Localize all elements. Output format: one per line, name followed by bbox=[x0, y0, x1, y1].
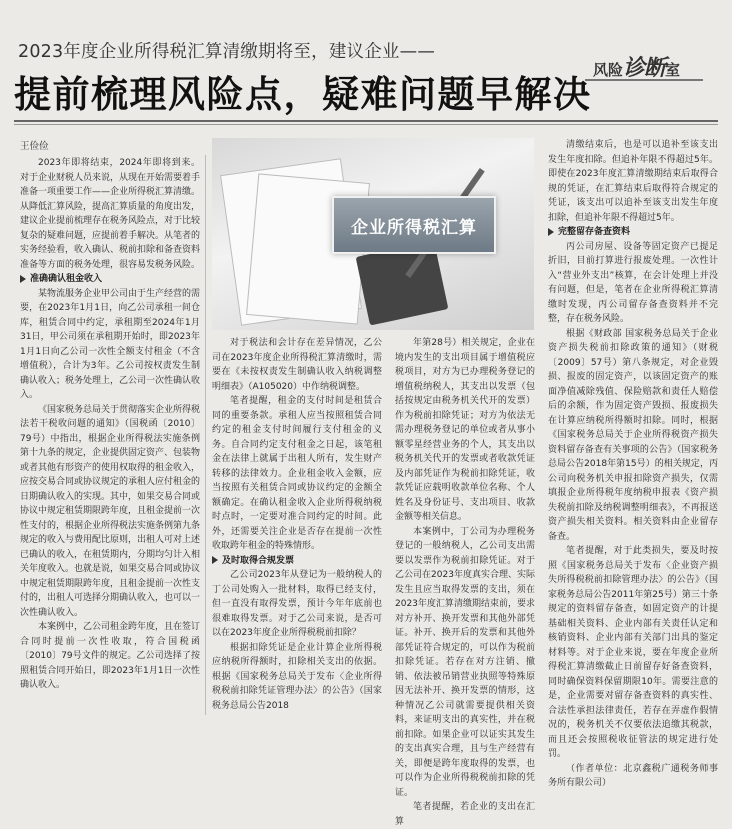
subheading-rent-income: 准确确认租金收入 bbox=[20, 272, 200, 287]
subheading-records: 完整留存备查资料 bbox=[548, 225, 718, 240]
header-rule-thin bbox=[14, 124, 718, 125]
subheading-invoice: 及时取得合规发票 bbox=[212, 554, 382, 569]
author-credit: （作者单位：北京鑫税广通税务师事务所有限公司） bbox=[548, 763, 718, 788]
paragraph: 本案例中，乙公司租金跨年度，且在签订合同时提前一次性收取，符合国税函〔2010〕79号文件的规定。乙公司选择了按照租赁合同开始日，即2023年1月1日一次性确认收入。 bbox=[20, 622, 201, 690]
badge-big: 诊断 bbox=[623, 56, 666, 81]
badge-prefix: 风险 bbox=[593, 61, 624, 79]
article-column-2 bbox=[212, 336, 382, 716]
headline: 提前梳理风险点，疑难问题早解决 bbox=[14, 72, 592, 116]
paragraph: 2023年即将结束，2024年即将到来。对于企业财税人员来说，从现在开始需要着手准备一项重要工作——企业所得税汇算清缴。从降低汇算风险，提高汇算质量的角度出发，建议企业提前梳理存在税务风险点，对于比较复杂的疑难问题，应提前着手解决。从笔者的实务经验看，收入确认、税前扣除和备查资料准备等方面的税务处理，很容易发税务风险。 bbox=[20, 158, 201, 270]
paragraph: 某物流服务企业甲公司由于生产经营的需要，在2023年1月1日，向乙公司承租一间仓库，租赁合同中约定，承租期至2024年1月31日，甲公司须在承租期开始时，即2023年1月1日向乙公司一次性全额支付租金（不含增值税），合计为3年。乙公司按权责发生制确认收入；税务处理上，乙公司一次性确认收入。 bbox=[20, 288, 201, 400]
arrow-icon bbox=[212, 556, 218, 564]
paragraph: 《国家税务总局关于贯彻落实企业所得税法若干税收问题的通知》（国税函〔2010〕79号）中指出，根据企业所得税法实施条例第十九条的规定，企业提供固定资产、包装物或者其他有形资产的使用权取得的租金收入，应按交易合同或协议规定的承租人应付租金的日期确认收入的实现。其中，如果交易合同或协议中规定租赁期限跨年度，且租金提前一次性支付的，根据企业所得税法实施条例第九条规定的收入与费用配比原则，出租人可对上述已确认的收入，在租赁期内，分期均匀计入相关年度收入。也就是说，如果交易合同或协议中规定租赁期限跨年度，且租金提前一次性支付的，出租人可选择分期确认收入，也可以一次性确认收入。 bbox=[20, 404, 201, 618]
arrow-icon bbox=[20, 275, 26, 283]
kicker: 2023年度企业所得税汇算清缴期将至，建议企业—— bbox=[18, 42, 436, 62]
article-column-3 bbox=[395, 336, 535, 827]
paragraph: 清缴结束后，也是可以追补至该支出发生年度扣除。但追补年限不得超过5年。即使在2023年度汇算清缴期结束后取得合规的凭证，在汇算结束后取得符合规定的凭证，该支出可以追补至该支出发生年度扣除，但追补年限不得超过5年。 bbox=[548, 140, 718, 223]
paragraph: 本案例中，丁公司为办理税务登记的一般纳税人，乙公司支出需要以发票作为税前扣除凭证。对于乙公司在2023年度真实合理、实际发生且应当取得发票的支出，须在2023年度汇算清缴期结束前，要求对方补开、换开发票和其他外部凭证。补开、换开后的发票和其他外部凭证符合规定的，可以作为税前扣除凭证。若存在对方注销、撤销、依法被吊销营业执照等特殊原因无法补开、换开发票的情形，这种情况乙公司就需要提供相关资料，来证明支出的真实性，并在税前扣除。如果企业可以证实其发生的支出真实合理，且与生产经营有关，即便是跨年度取得的发票，也可以作为企业所得税税前扣除的凭证。 bbox=[395, 526, 535, 798]
article-photo bbox=[212, 138, 534, 330]
article-column-1 bbox=[20, 156, 200, 716]
badge-underline bbox=[585, 79, 703, 81]
paragraph: 根据《财政部 国家税务总局关于企业资产损失税前扣除政策的通知》（财税〔2009〕57号）第八条规定，对企业毁损、报废的固定资产，以该固定资产的账面净值减除残值、保险赔款和责任人赔偿后的余额，作为固定资产毁损、报废损失在计算应纳税所得额时扣除。同时，根据《国家税务总局关于企业所得税资产损失资料留存备查有关事项的公告》（国家税务总局公告2018年第15号）的相关规定，丙公司向税务机关申报扣除资产损失，仅需填报企业所得税年度纳税申报表《资产损失税前扣除及纳税调整明细表》，不再报送资产损失相关资料。相关资料由企业留存备查。 bbox=[548, 328, 718, 542]
paragraph: 丙公司房屋、设备等固定资产已提足折旧，目前打算进行报废处理。一次性计入“营业外支出”核算，在会计处理上并没有问题，但是，笔者在企业所得税汇算清缴时发现，丙公司留存备查资料并不完整，存在税务风险。 bbox=[548, 241, 718, 324]
paragraph: 对于税法和会计存在差异情况，乙公司在2023年度企业所得税汇算清缴时，需要在《未按权责发生制确认收入纳税调整明细表》（A105020）中作纳税调整。 bbox=[212, 338, 382, 392]
arrow-icon bbox=[548, 228, 554, 236]
column-badge bbox=[585, 45, 703, 83]
column-divider bbox=[205, 155, 206, 715]
author-byline: 王俭俭 bbox=[20, 141, 49, 152]
paragraph: 根据扣除凭证是企业计算企业所得税应纳税所得额时，扣除相关支出的依据。根据《国家税务总局关于发布〈企业所得税税前扣除凭证管理办法〉的公告》（国家税务总局公告2018 bbox=[212, 642, 382, 711]
header-rule bbox=[14, 120, 718, 122]
paragraph: 年第28号）相关规定，企业在境内发生的支出项目属于增值税应税项目，对方为已办理税务登记的增值税纳税人，其支出以发票（包括按规定由税务机关代开的发票）作为税前扣除凭证；对方为依法无需办理税务登记的单位或者从事小额零星经营业务的个人，其支出以税务机关代开的发票或者收款凭证及内部凭证作为税前扣除凭证，收款凭证应载明收款单位名称、个人姓名及身份证号、支出项目、收款金额等相关信息。 bbox=[395, 338, 535, 522]
photo-label: 企业所得税汇算 bbox=[332, 196, 496, 254]
article-column-4 bbox=[548, 138, 718, 788]
paragraph: 笔者提醒，若企业的支出在汇算 bbox=[395, 802, 535, 827]
paragraph: 乙公司2023年从登记为一般纳税人的丁公司处购入一批材料，取得已经支付，但一直没有取得发票，预计今年年底前也很难取得发票。对于乙公司来说，是否可以在2023年度企业所得税税前扣除？ bbox=[212, 570, 382, 638]
paragraph: 笔者提醒，对于此类损失，要及时按照《国家税务总局关于发布〈企业资产损失所得税税前扣除管理办法〉的公告》（国家税务总局公告2011年第25号）第三十条规定的资料留存备查，如固定资产的计提基础相关资料、企业内部有关责任认定和核销资料、企业内部有关部门出具的鉴定材料等。对于企业来说，要在年度企业所得税汇算清缴截止日前留存好备查资料，同时确保资料保留期限10年。需要注意的是，企业需要对留存备查资料的真实性、合法性承担法律责任，若存在弄虚作假情况的，税务机关不仅要依法追缴其税款，而且还会按照税收征管法的规定进行处罚。 bbox=[548, 546, 718, 759]
paragraph: 笔者提醒，租金的支付时间是租赁合同的重要条款。承租人应当按照租赁合同约定的租金支付时间履行支付租金的义务。自合同约定支付租金之日起，该笔租金在法律上就属于出租人所有，发生财产转移的法律效力。企业租金收入金额，应当按照有关租赁合同或协议约定的金额全额确定。在确认租金收入企业所得税纳税时点时，一定要对准合同约定的时间。此外，还需要关注企业是否存在提前一次性收取跨年租金的特殊情形。 bbox=[212, 396, 382, 551]
badge-suffix: 室 bbox=[665, 61, 681, 79]
